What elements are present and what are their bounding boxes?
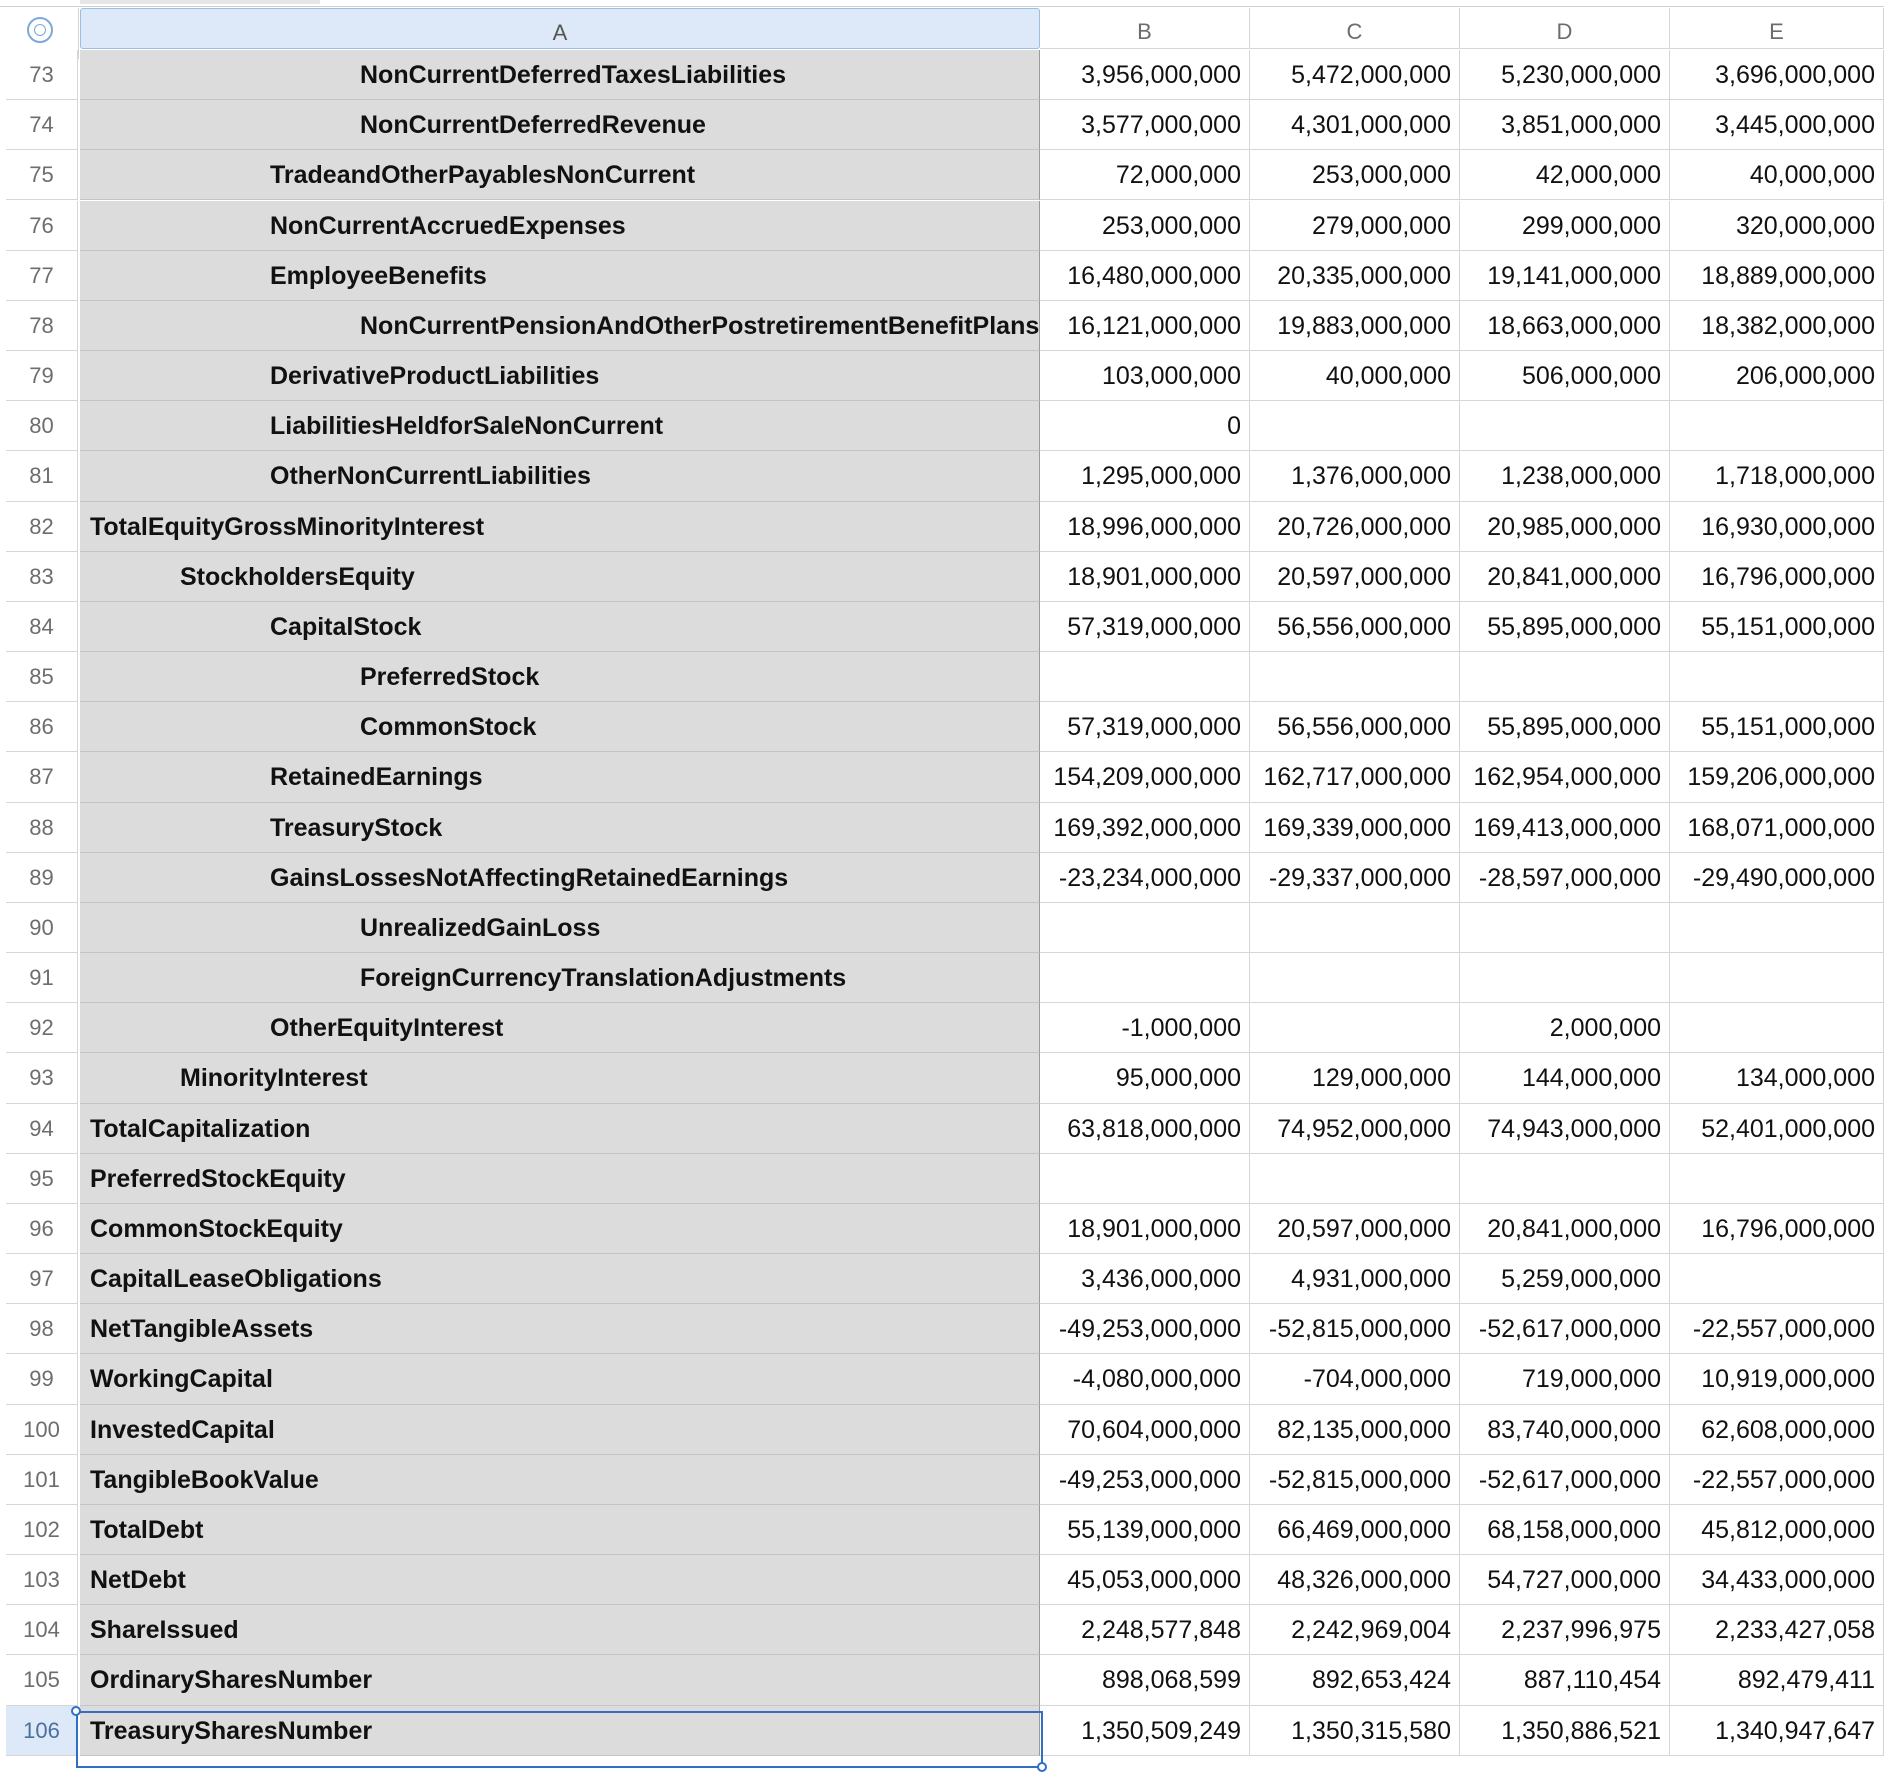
column-header-A[interactable]: A	[80, 8, 1040, 49]
value-cell-C[interactable]: 253,000,000	[1250, 150, 1460, 200]
value-cell-D[interactable]: 42,000,000	[1460, 150, 1670, 200]
value-cell-B[interactable]: 72,000,000	[1040, 150, 1250, 200]
row-label-cell[interactable]: NonCurrentPensionAndOtherPostretirementBenefitPlans	[80, 301, 1040, 351]
value-cell-D[interactable]	[1460, 401, 1670, 451]
value-cell-B[interactable]: 45,053,000,000	[1040, 1555, 1250, 1605]
value-cell-D[interactable]	[1460, 1154, 1670, 1204]
row-header[interactable]: 102	[6, 1505, 78, 1555]
value-cell-D[interactable]: 887,110,454	[1460, 1655, 1670, 1705]
value-cell-E[interactable]: 320,000,000	[1670, 201, 1884, 251]
value-cell-C[interactable]: 20,726,000,000	[1250, 502, 1460, 552]
value-cell-E[interactable]: 168,071,000,000	[1670, 803, 1884, 853]
value-cell-B[interactable]: 103,000,000	[1040, 351, 1250, 401]
value-cell-B[interactable]: 253,000,000	[1040, 201, 1250, 251]
value-cell-E[interactable]	[1670, 1254, 1884, 1304]
row-label-cell[interactable]: ShareIssued	[80, 1605, 1040, 1655]
value-cell-D[interactable]: 54,727,000,000	[1460, 1555, 1670, 1605]
value-cell-D[interactable]: 5,259,000,000	[1460, 1254, 1670, 1304]
value-cell-B[interactable]	[1040, 652, 1250, 702]
value-cell-D[interactable]	[1460, 652, 1670, 702]
row-header[interactable]: 73	[6, 50, 78, 100]
row-header[interactable]: 89	[6, 853, 78, 903]
value-cell-D[interactable]: 20,841,000,000	[1460, 1204, 1670, 1254]
value-cell-C[interactable]: 892,653,424	[1250, 1655, 1460, 1705]
value-cell-D[interactable]: 5,230,000,000	[1460, 50, 1670, 100]
value-cell-B[interactable]: 169,392,000,000	[1040, 803, 1250, 853]
value-cell-E[interactable]: 134,000,000	[1670, 1053, 1884, 1103]
value-cell-C[interactable]: -52,815,000,000	[1250, 1304, 1460, 1354]
value-cell-B[interactable]: 3,956,000,000	[1040, 50, 1250, 100]
value-cell-C[interactable]: 2,242,969,004	[1250, 1605, 1460, 1655]
value-cell-B[interactable]: 18,996,000,000	[1040, 502, 1250, 552]
value-cell-E[interactable]: 159,206,000,000	[1670, 752, 1884, 802]
value-cell-C[interactable]	[1250, 652, 1460, 702]
row-header[interactable]: 81	[6, 451, 78, 501]
row-header[interactable]: 94	[6, 1104, 78, 1154]
value-cell-B[interactable]: 57,319,000,000	[1040, 602, 1250, 652]
value-cell-B[interactable]: 154,209,000,000	[1040, 752, 1250, 802]
row-label-cell[interactable]: TotalDebt	[80, 1505, 1040, 1555]
value-cell-C[interactable]: 19,883,000,000	[1250, 301, 1460, 351]
value-cell-E[interactable]: -29,490,000,000	[1670, 853, 1884, 903]
row-header[interactable]: 96	[6, 1204, 78, 1254]
selection-handle-bottom-right[interactable]	[1037, 1762, 1047, 1772]
value-cell-E[interactable]	[1670, 1154, 1884, 1204]
row-label-cell[interactable]: ForeignCurrencyTranslationAdjustments	[80, 953, 1040, 1003]
value-cell-B[interactable]: 16,121,000,000	[1040, 301, 1250, 351]
row-header[interactable]: 95	[6, 1154, 78, 1204]
row-label-cell[interactable]: TotalEquityGrossMinorityInterest	[80, 502, 1040, 552]
row-header[interactable]: 77	[6, 251, 78, 301]
row-label-cell[interactable]: UnrealizedGainLoss	[80, 903, 1040, 953]
row-header[interactable]: 84	[6, 602, 78, 652]
value-cell-B[interactable]: -23,234,000,000	[1040, 853, 1250, 903]
value-cell-C[interactable]: 66,469,000,000	[1250, 1505, 1460, 1555]
value-cell-E[interactable]: 10,919,000,000	[1670, 1354, 1884, 1404]
row-label-cell[interactable]: CapitalStock	[80, 602, 1040, 652]
value-cell-E[interactable]: 62,608,000,000	[1670, 1405, 1884, 1455]
value-cell-C[interactable]	[1250, 953, 1460, 1003]
value-cell-E[interactable]: 34,433,000,000	[1670, 1555, 1884, 1605]
row-header[interactable]: 104	[6, 1605, 78, 1655]
value-cell-D[interactable]	[1460, 953, 1670, 1003]
row-header[interactable]: 91	[6, 953, 78, 1003]
value-cell-E[interactable]: 55,151,000,000	[1670, 602, 1884, 652]
row-label-cell[interactable]: TradeandOtherPayablesNonCurrent	[80, 150, 1040, 200]
value-cell-E[interactable]: 1,718,000,000	[1670, 451, 1884, 501]
value-cell-E[interactable]: 3,696,000,000	[1670, 50, 1884, 100]
value-cell-B[interactable]: 95,000,000	[1040, 1053, 1250, 1103]
column-header-E[interactable]: E	[1670, 8, 1884, 49]
value-cell-E[interactable]: 45,812,000,000	[1670, 1505, 1884, 1555]
value-cell-C[interactable]: 4,301,000,000	[1250, 100, 1460, 150]
row-label-cell[interactable]: RetainedEarnings	[80, 752, 1040, 802]
value-cell-E[interactable]: 18,382,000,000	[1670, 301, 1884, 351]
top-strip	[0, 0, 1884, 7]
row-header[interactable]: 106	[6, 1706, 78, 1756]
row-label-cell[interactable]: NetTangibleAssets	[80, 1304, 1040, 1354]
value-cell-E[interactable]: 2,233,427,058	[1670, 1605, 1884, 1655]
row-header[interactable]: 93	[6, 1053, 78, 1103]
value-cell-E[interactable]: 16,930,000,000	[1670, 502, 1884, 552]
value-cell-D[interactable]: 83,740,000,000	[1460, 1405, 1670, 1455]
row-header[interactable]: 97	[6, 1254, 78, 1304]
row-header[interactable]: 76	[6, 201, 78, 251]
row-label-cell[interactable]: PreferredStock	[80, 652, 1040, 702]
row-label-cell[interactable]: EmployeeBenefits	[80, 251, 1040, 301]
value-cell-D[interactable]: 18,663,000,000	[1460, 301, 1670, 351]
value-cell-C[interactable]: 20,335,000,000	[1250, 251, 1460, 301]
row-header[interactable]: 99	[6, 1354, 78, 1404]
row-header[interactable]: 78	[6, 301, 78, 351]
row-label-cell[interactable]: StockholdersEquity	[80, 552, 1040, 602]
value-cell-D[interactable]: 20,985,000,000	[1460, 502, 1670, 552]
value-cell-C[interactable]: -704,000,000	[1250, 1354, 1460, 1404]
row-header[interactable]: 100	[6, 1405, 78, 1455]
value-cell-E[interactable]	[1670, 1003, 1884, 1053]
value-cell-D[interactable]: 68,158,000,000	[1460, 1505, 1670, 1555]
row-label-cell[interactable]: NonCurrentDeferredTaxesLiabilities	[80, 50, 1040, 100]
value-cell-B[interactable]: 1,295,000,000	[1040, 451, 1250, 501]
value-cell-C[interactable]: 4,931,000,000	[1250, 1254, 1460, 1304]
row-header[interactable]: 74	[6, 100, 78, 150]
value-cell-C[interactable]: 74,952,000,000	[1250, 1104, 1460, 1154]
column-header-D[interactable]: D	[1460, 8, 1670, 49]
row-header[interactable]: 103	[6, 1555, 78, 1605]
value-cell-D[interactable]: 144,000,000	[1460, 1053, 1670, 1103]
value-cell-C[interactable]: -29,337,000,000	[1250, 853, 1460, 903]
row-label-cell[interactable]: DerivativeProductLiabilities	[80, 351, 1040, 401]
value-cell-C[interactable]	[1250, 1154, 1460, 1204]
row-label-cell[interactable]: TreasuryStock	[80, 803, 1040, 853]
column-header-C[interactable]: C	[1250, 8, 1460, 49]
value-cell-B[interactable]: 18,901,000,000	[1040, 1204, 1250, 1254]
value-cell-B[interactable]	[1040, 903, 1250, 953]
value-cell-C[interactable]	[1250, 401, 1460, 451]
value-cell-C[interactable]: 169,339,000,000	[1250, 803, 1460, 853]
value-cell-C[interactable]: 40,000,000	[1250, 351, 1460, 401]
value-cell-E[interactable]: 1,340,947,647	[1670, 1706, 1884, 1756]
value-cell-B[interactable]: 898,068,599	[1040, 1655, 1250, 1705]
value-cell-D[interactable]: 299,000,000	[1460, 201, 1670, 251]
value-cell-D[interactable]: -52,617,000,000	[1460, 1304, 1670, 1354]
value-cell-D[interactable]: 2,000,000	[1460, 1003, 1670, 1053]
row-label-cell[interactable]: WorkingCapital	[80, 1354, 1040, 1404]
value-cell-C[interactable]: 279,000,000	[1250, 201, 1460, 251]
value-cell-B[interactable]: 0	[1040, 401, 1250, 451]
value-cell-B[interactable]: 3,577,000,000	[1040, 100, 1250, 150]
row-header[interactable]: 101	[6, 1455, 78, 1505]
value-cell-C[interactable]: 56,556,000,000	[1250, 702, 1460, 752]
value-cell-D[interactable]: 55,895,000,000	[1460, 602, 1670, 652]
row-header[interactable]: 98	[6, 1304, 78, 1354]
row-header[interactable]: 92	[6, 1003, 78, 1053]
value-cell-B[interactable]: 55,139,000,000	[1040, 1505, 1250, 1555]
row-label-cell[interactable]: TotalCapitalization	[80, 1104, 1040, 1154]
value-cell-D[interactable]: 19,141,000,000	[1460, 251, 1670, 301]
value-cell-B[interactable]: 3,436,000,000	[1040, 1254, 1250, 1304]
value-cell-D[interactable]: 1,350,886,521	[1460, 1706, 1670, 1756]
row-header[interactable]: 80	[6, 401, 78, 451]
value-cell-E[interactable]	[1670, 401, 1884, 451]
value-cell-E[interactable]	[1670, 903, 1884, 953]
value-cell-C[interactable]	[1250, 903, 1460, 953]
value-cell-D[interactable]: 2,237,996,975	[1460, 1605, 1670, 1655]
row-label-cell[interactable]: CommonStockEquity	[80, 1204, 1040, 1254]
sheet-tab[interactable]	[80, 0, 320, 4]
value-cell-C[interactable]: -52,815,000,000	[1250, 1455, 1460, 1505]
value-cell-D[interactable]: 162,954,000,000	[1460, 752, 1670, 802]
row-header[interactable]: 82	[6, 502, 78, 552]
select-all-icon	[27, 17, 53, 43]
row-header[interactable]: 90	[6, 903, 78, 953]
row-label-cell[interactable]: PreferredStockEquity	[80, 1154, 1040, 1204]
value-cell-B[interactable]: -4,080,000,000	[1040, 1354, 1250, 1404]
row-label-cell[interactable]: TangibleBookValue	[80, 1455, 1040, 1505]
value-cell-B[interactable]: 2,248,577,848	[1040, 1605, 1250, 1655]
value-cell-D[interactable]: 719,000,000	[1460, 1354, 1670, 1404]
value-cell-B[interactable]: 16,480,000,000	[1040, 251, 1250, 301]
row-label-cell[interactable]: GainsLossesNotAffectingRetainedEarnings	[80, 853, 1040, 903]
value-cell-B[interactable]: -49,253,000,000	[1040, 1304, 1250, 1354]
value-cell-B[interactable]	[1040, 1154, 1250, 1204]
value-cell-B[interactable]: 57,319,000,000	[1040, 702, 1250, 752]
value-cell-B[interactable]: 70,604,000,000	[1040, 1405, 1250, 1455]
value-cell-E[interactable]	[1670, 953, 1884, 1003]
row-label-cell[interactable]: OrdinarySharesNumber	[80, 1655, 1040, 1705]
value-cell-C[interactable]: 20,597,000,000	[1250, 1204, 1460, 1254]
value-cell-C[interactable]: 20,597,000,000	[1250, 552, 1460, 602]
value-cell-C[interactable]: 48,326,000,000	[1250, 1555, 1460, 1605]
row-label-cell[interactable]: NetDebt	[80, 1555, 1040, 1605]
value-cell-C[interactable]: 1,376,000,000	[1250, 451, 1460, 501]
value-cell-D[interactable]	[1460, 903, 1670, 953]
value-cell-D[interactable]: 3,851,000,000	[1460, 100, 1670, 150]
value-cell-D[interactable]: 55,895,000,000	[1460, 702, 1670, 752]
value-cell-C[interactable]: 129,000,000	[1250, 1053, 1460, 1103]
value-cell-B[interactable]: 1,350,509,249	[1040, 1706, 1250, 1756]
value-cell-B[interactable]	[1040, 953, 1250, 1003]
value-cell-C[interactable]	[1250, 1003, 1460, 1053]
column-header-B[interactable]: B	[1040, 8, 1250, 49]
row-label-cell[interactable]: LiabilitiesHeldforSaleNonCurrent	[80, 401, 1040, 451]
value-cell-E[interactable]: 16,796,000,000	[1670, 552, 1884, 602]
value-cell-B[interactable]: 18,901,000,000	[1040, 552, 1250, 602]
value-cell-B[interactable]: 63,818,000,000	[1040, 1104, 1250, 1154]
value-cell-E[interactable]: 16,796,000,000	[1670, 1204, 1884, 1254]
row-header[interactable]: 79	[6, 351, 78, 401]
value-cell-E[interactable]: 3,445,000,000	[1670, 100, 1884, 150]
selection-handle-top-left[interactable]	[71, 1706, 81, 1716]
row-label-cell[interactable]: CapitalLeaseObligations	[80, 1254, 1040, 1304]
value-cell-E[interactable]	[1670, 652, 1884, 702]
row-label-cell[interactable]: NonCurrentAccruedExpenses	[80, 201, 1040, 251]
value-cell-E[interactable]: 52,401,000,000	[1670, 1104, 1884, 1154]
value-cell-D[interactable]: 506,000,000	[1460, 351, 1670, 401]
row-header[interactable]: 88	[6, 803, 78, 853]
value-cell-D[interactable]: 169,413,000,000	[1460, 803, 1670, 853]
row-label-cell[interactable]: CommonStock	[80, 702, 1040, 752]
value-cell-E[interactable]: 18,889,000,000	[1670, 251, 1884, 301]
value-cell-E[interactable]: 40,000,000	[1670, 150, 1884, 200]
value-cell-B[interactable]: -1,000,000	[1040, 1003, 1250, 1053]
value-cell-B[interactable]: -49,253,000,000	[1040, 1455, 1250, 1505]
row-header[interactable]: 83	[6, 552, 78, 602]
value-cell-C[interactable]: 82,135,000,000	[1250, 1405, 1460, 1455]
value-cell-C[interactable]: 162,717,000,000	[1250, 752, 1460, 802]
value-cell-D[interactable]: 1,238,000,000	[1460, 451, 1670, 501]
value-cell-E[interactable]: 206,000,000	[1670, 351, 1884, 401]
row-label-cell[interactable]: OtherEquityInterest	[80, 1003, 1040, 1053]
value-cell-D[interactable]: -28,597,000,000	[1460, 853, 1670, 903]
row-label-cell[interactable]: TreasurySharesNumber	[80, 1706, 1040, 1756]
row-label-cell[interactable]: NonCurrentDeferredRevenue	[80, 100, 1040, 150]
row-header[interactable]: 75	[6, 150, 78, 200]
value-cell-E[interactable]: 55,151,000,000	[1670, 702, 1884, 752]
value-cell-D[interactable]: -52,617,000,000	[1460, 1455, 1670, 1505]
row-header[interactable]: 87	[6, 752, 78, 802]
row-label-cell[interactable]: OtherNonCurrentLiabilities	[80, 451, 1040, 501]
value-cell-E[interactable]: 892,479,411	[1670, 1655, 1884, 1705]
row-header[interactable]: 86	[6, 702, 78, 752]
value-cell-C[interactable]: 1,350,315,580	[1250, 1706, 1460, 1756]
value-cell-E[interactable]: -22,557,000,000	[1670, 1455, 1884, 1505]
value-cell-C[interactable]: 5,472,000,000	[1250, 50, 1460, 100]
row-label-cell[interactable]: MinorityInterest	[80, 1053, 1040, 1103]
row-header[interactable]: 105	[6, 1655, 78, 1705]
row-label-cell[interactable]: InvestedCapital	[80, 1405, 1040, 1455]
value-cell-E[interactable]: -22,557,000,000	[1670, 1304, 1884, 1354]
value-cell-D[interactable]: 20,841,000,000	[1460, 552, 1670, 602]
row-header[interactable]: 85	[6, 652, 78, 702]
value-cell-C[interactable]: 56,556,000,000	[1250, 602, 1460, 652]
value-cell-D[interactable]: 74,943,000,000	[1460, 1104, 1670, 1154]
